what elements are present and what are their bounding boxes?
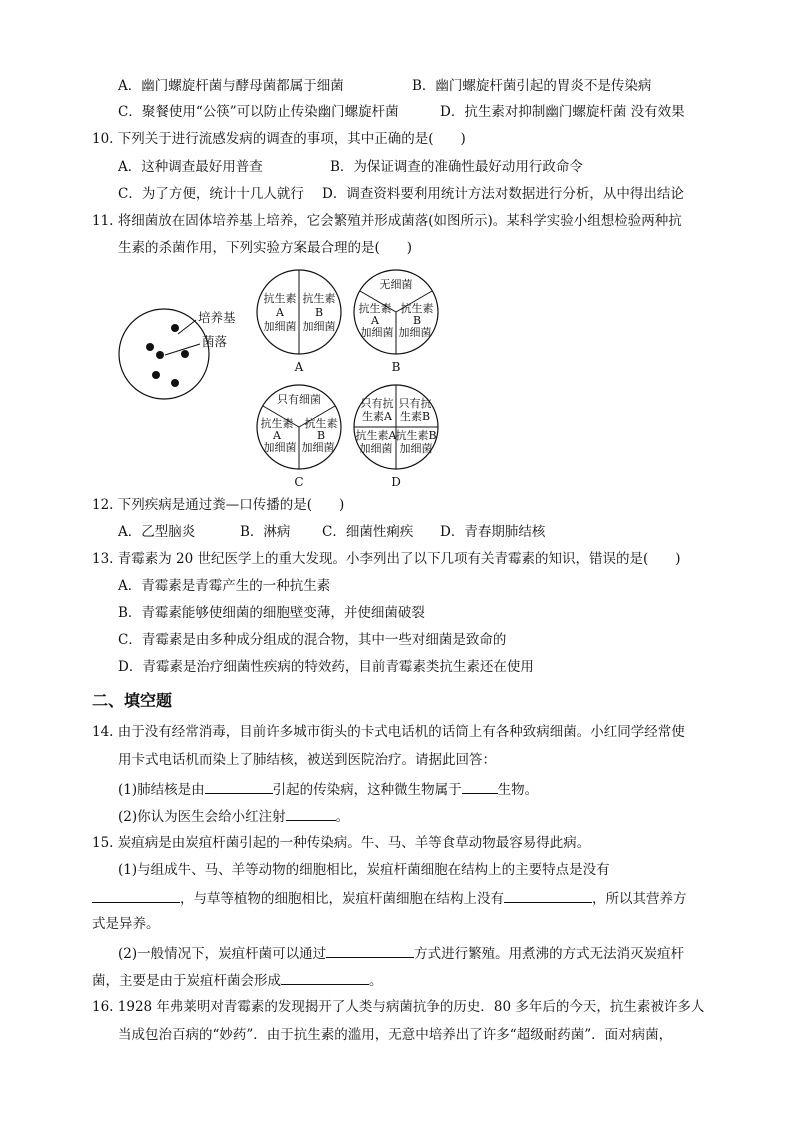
plate-c-caption: C (294, 475, 304, 489)
q9-option-d: D．抗生素对抑制幽门螺旋杆菌 没有效果 (440, 104, 685, 120)
answer-blank[interactable] (281, 970, 369, 985)
plate-a (257, 270, 341, 374)
colony-dot (171, 379, 179, 387)
q16-line1: 16. 1928 年弗莱明对青霉素的发现揭开了人类与病菌抗争的历史．80 多年后的今天，抗生素被许多人 (92, 999, 705, 1015)
answer-blank[interactable] (326, 943, 414, 958)
q16-line2: 当成包治百病的“妙药”．由于抗生素的滥用，无意中培养出了许多“超级耐药菌”．面对病菌， (118, 1027, 673, 1043)
svg-text:A: A (371, 314, 379, 327)
svg-text:抗生素: 抗生素 (302, 292, 336, 305)
answer-blank[interactable] (504, 888, 592, 903)
q12-option-a: A．乙型脑炎 (118, 524, 196, 540)
q13-stem: 13. 青霉素为 20 世纪医学上的重大发现。小李列出了以下几项有关青霉素的知识，错误的是( ) (92, 551, 681, 567)
svg-text:加细菌: 加细菌 (263, 441, 297, 454)
q14-part1: (1)肺结核是由 引起的传染病，这种微生物属于 生物。 (118, 779, 538, 799)
svg-text:抗生素: 抗生素 (400, 302, 434, 315)
svg-text:加细菌: 加细菌 (263, 320, 297, 333)
colony-dot (181, 350, 189, 358)
answer-blank[interactable] (462, 779, 498, 794)
plate-d (354, 385, 438, 489)
q12-option-d: D．青春期肺结核 (440, 524, 546, 540)
q14-part2: (2)你认为医生会给小红注射 。 (118, 806, 349, 826)
q15-part1-line3: 式是异养。 (92, 916, 160, 932)
svg-text:加细菌: 加细菌 (301, 441, 335, 454)
colony-dot (146, 343, 154, 351)
answer-blank[interactable] (286, 806, 336, 821)
colony-dot (152, 371, 160, 379)
q15-part2-line1: (2)一般情况下，炭疽杆菌可以通过 方式进行繁殖。用煮沸的方式无法消灭炭疽杆 (118, 943, 684, 963)
svg-text:抗生素: 抗生素 (263, 292, 297, 305)
q10-option-d: D．调查资料要利用统计方法对数据进行分析，从中得出结论 (322, 186, 684, 202)
q11-stem-line2: 生素的杀菌作用，下列实验方案最合理的是( ) (118, 240, 413, 256)
svg-text:生素A: 生素A (362, 410, 392, 423)
q9-option-c: C．聚餐使用“公筷”可以防止传染幽门螺旋杆菌 (118, 104, 399, 120)
plate-c (257, 385, 341, 489)
svg-text:只有抗: 只有抗 (360, 397, 394, 410)
svg-text:无细菌: 无细菌 (379, 278, 413, 291)
q15-stem: 15. 炭疽病是由炭疽杆菌引起的一种传染病。牛、马、羊等食草动物最容易得此病。 (92, 835, 591, 851)
svg-text:加细菌: 加细菌 (359, 442, 393, 455)
svg-text:抗生素: 抗生素 (358, 302, 392, 315)
q10-option-a: A．这种调查最好用普查 (118, 159, 263, 175)
q10-option-c: C．为了方便，统计十几人就行 (118, 186, 304, 202)
plate-a-caption: A (294, 360, 304, 374)
section-heading-fill-blank: 二、填空题 (92, 691, 173, 710)
svg-text:抗生素: 抗生素 (260, 417, 294, 430)
svg-text:抗生素B: 抗生素B (395, 429, 437, 442)
q15-part1-line1: (1)与组成牛、马、羊等动物的细胞相比，炭疽杆菌细胞在结构上的主要特点是没有 (118, 862, 610, 878)
q10-stem: 10. 下列关于进行流感发病的调查的事项，其中正确的是( ) (92, 131, 466, 147)
q9-option-a: A．幽门螺旋杆菌与酵母菌都属于细菌 (118, 78, 344, 94)
q13-option-d: D．青霉素是治疗细菌性疾病的特效药，目前青霉素类抗生素还在使用 (118, 659, 534, 675)
q15-part2-line2: 菌，主要是由于炭疽杆菌会形成 。 (92, 970, 383, 990)
svg-text:A: A (273, 429, 281, 442)
petri-dish-diagram (119, 309, 236, 399)
svg-text:只有细菌: 只有细菌 (277, 393, 321, 406)
q11-stem-line1: 11. 将细菌放在固体培养基上培养，它会繁殖并形成菌落(如图所示)。某科学实验小组想检验两种抗 (92, 213, 682, 229)
q11-figure (0, 262, 794, 502)
q10-option-b: B．为保证调查的准确性最好动用行政命令 (330, 159, 583, 175)
svg-text:A: A (276, 306, 284, 319)
q13-option-b: B．青霉素能够使细菌的细胞壁变薄，并使细菌破裂 (118, 605, 425, 621)
colony-dot (156, 351, 164, 359)
svg-text:抗生素A: 抗生素A (355, 429, 397, 442)
q12-option-b: B．淋病 (240, 524, 291, 540)
svg-text:B: B (412, 314, 422, 327)
svg-text:抗生素: 抗生素 (304, 417, 338, 430)
svg-text:只有抗: 只有抗 (398, 397, 432, 410)
svg-text:加细菌: 加细菌 (399, 442, 433, 455)
svg-text:B: B (314, 306, 324, 319)
svg-text:加细菌: 加细菌 (360, 326, 394, 339)
q15-part1-line2: ，与草等植物的细胞相比，炭疽杆菌细胞在结构上没有 ，所以其营养方 (92, 888, 687, 908)
q14-stem-line2: 用卡式电话机而染上了肺结核，被送到医院治疗。请据此回答： (118, 752, 496, 768)
svg-text:加细菌: 加细菌 (302, 320, 336, 333)
q14-stem-line1: 14. 由于没有经常消毒，目前许多城市街头的卡式电话机的话筒上有各种致病细菌。小红同学经常使 (92, 724, 685, 740)
svg-text:B: B (316, 429, 326, 442)
q12-stem: 12. 下列疾病是通过粪—口传播的是( ) (92, 497, 345, 513)
plate-b-caption: B (391, 360, 401, 374)
answer-blank[interactable] (92, 888, 180, 903)
q9-option-b: B．幽门螺旋杆菌引起的胃炎不是传染病 (412, 78, 652, 94)
label-medium: 培养基 (198, 310, 236, 325)
q13-option-c: C．青霉素是由多种成分组成的混合物，其中一些对细菌是致命的 (118, 632, 507, 648)
q12-option-c: C．细菌性痢疾 (322, 524, 414, 540)
svg-text:生素B: 生素B (399, 410, 431, 423)
q13-option-a: A．青霉素是青霉产生的一种抗生素 (118, 578, 331, 594)
label-colony: 菌落 (202, 334, 228, 349)
plate-b (354, 270, 438, 374)
colony-dot (171, 324, 179, 332)
svg-text:加细菌: 加细菌 (398, 326, 432, 339)
answer-blank[interactable] (205, 779, 273, 794)
plate-d-caption: D (391, 475, 401, 489)
